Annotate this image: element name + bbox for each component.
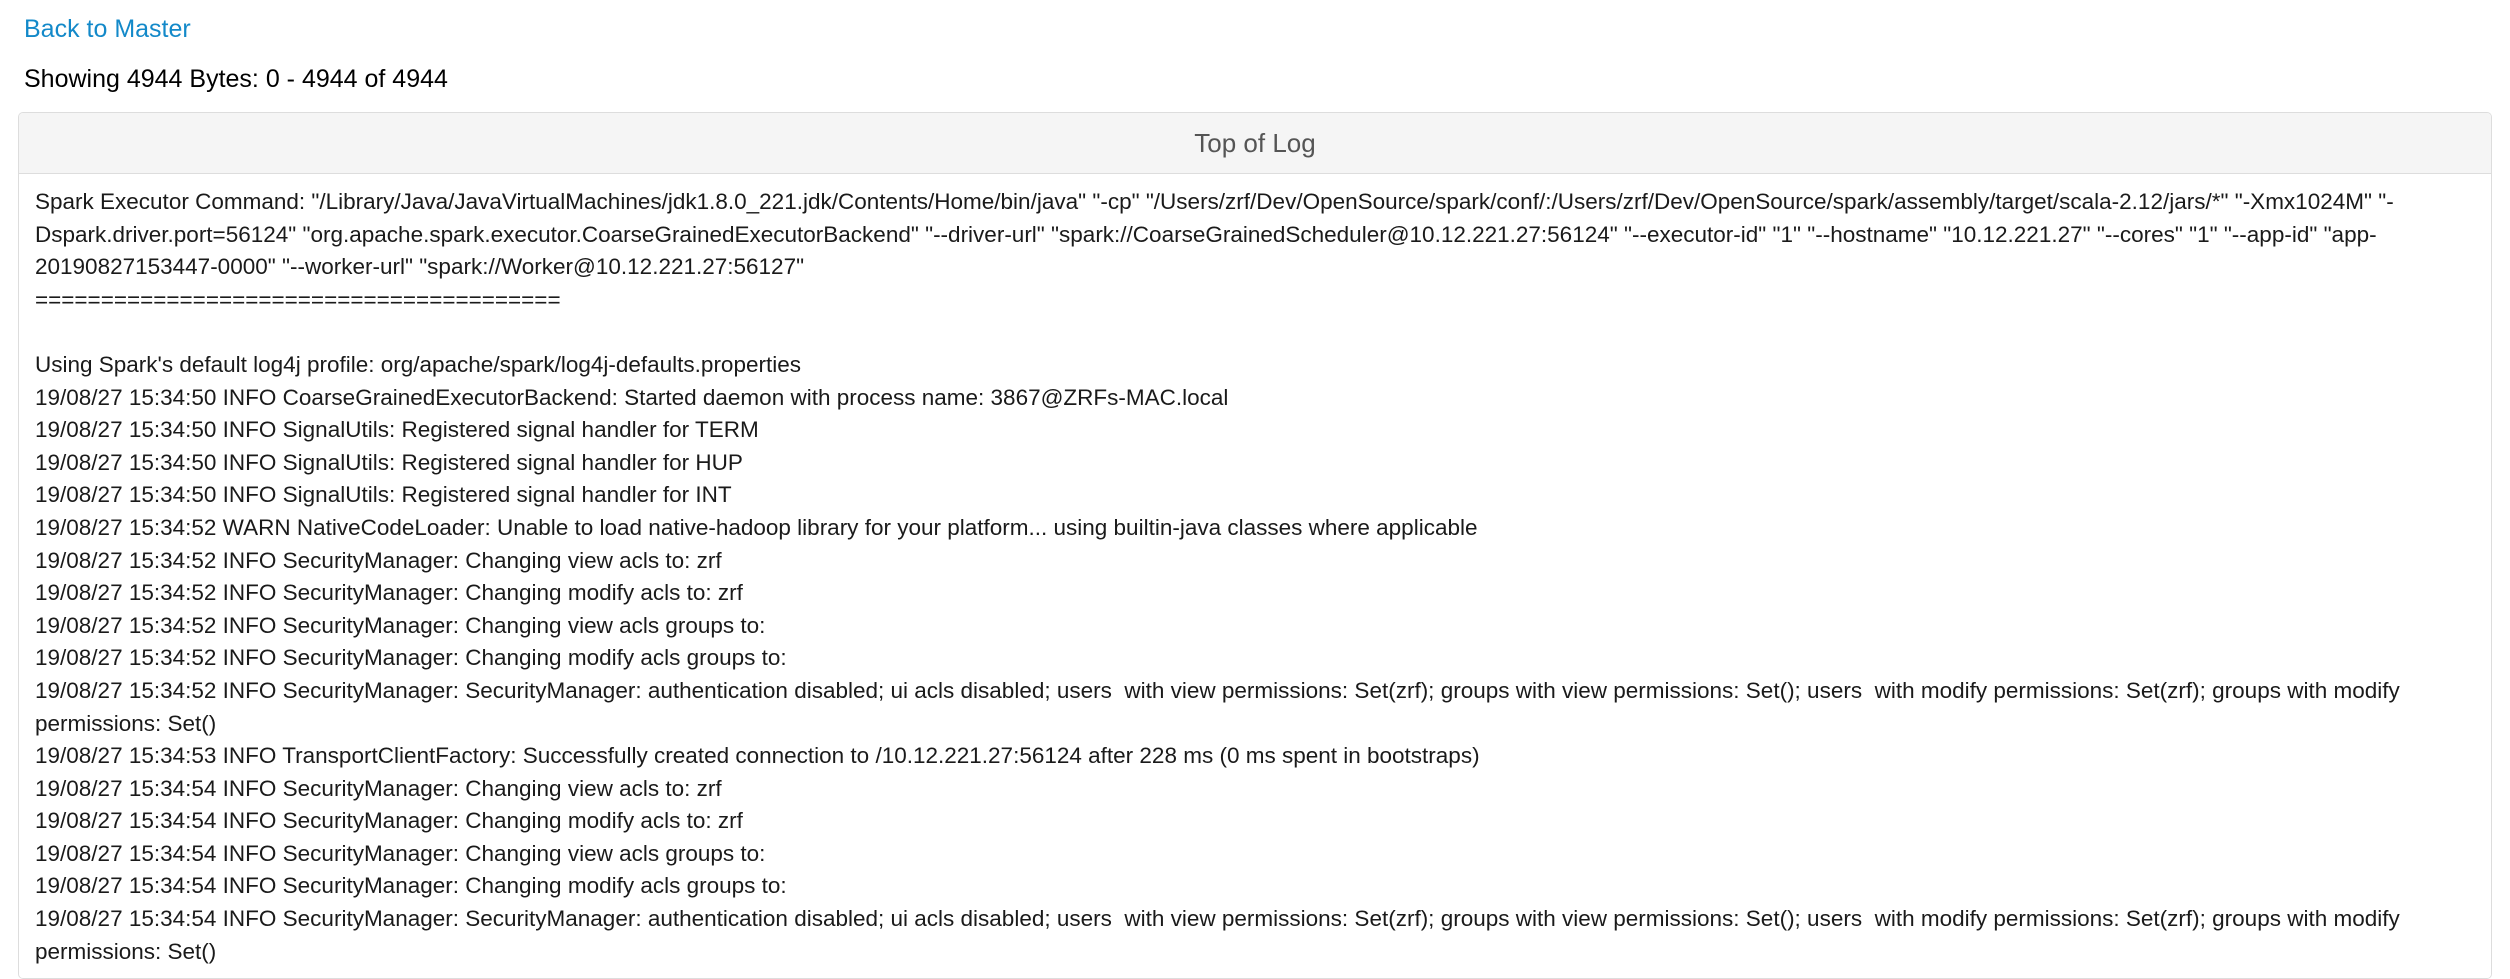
log-line: ======================================== — [35, 286, 561, 312]
log-line: 19/08/27 15:34:54 INFO SecurityManager: SecurityManager: authentication disabled; ui acls disabled; users with view permissions: Set(zrf); groups with view permissions: Set(); users with modify permissions: Set(zrf); groups with modify permissions: Set() — [35, 906, 2407, 964]
log-line: 19/08/27 15:34:52 INFO SecurityManager: Changing view acls groups to: — [35, 612, 766, 638]
log-line: 19/08/27 15:34:52 INFO SecurityManager: Changing view acls to: zrf — [35, 547, 722, 573]
showing-bytes-status: Showing 4944 Bytes: 0 - 4944 of 4944 — [24, 65, 448, 93]
back-to-master-link[interactable]: Back to Master — [24, 15, 191, 43]
log-line: 19/08/27 15:34:52 INFO SecurityManager: Changing modify acls groups to: — [35, 645, 787, 671]
log-line: 19/08/27 15:34:50 INFO CoarseGrainedExecutorBackend: Started daemon with process name: 3867@ZRFs-MAC.local — [35, 384, 1229, 410]
log-line: 19/08/27 15:34:50 INFO SignalUtils: Registered signal handler for HUP — [35, 449, 743, 475]
log-line: 19/08/27 15:34:54 INFO SecurityManager: Changing view acls to: zrf — [35, 775, 722, 801]
log-line: 19/08/27 15:34:52 INFO SecurityManager: Changing modify acls to: zrf — [35, 580, 743, 606]
log-panel — [18, 112, 2492, 979]
log-line: 19/08/27 15:34:54 INFO SecurityManager: Changing modify acls groups to: — [35, 873, 787, 899]
top-of-log-button[interactable]: Top of Log — [19, 113, 2491, 174]
log-line — [35, 316, 2475, 349]
log-line: 19/08/27 15:34:53 INFO TransportClientFactory: Successfully created connection to /10.12.221.27:56124 after 228 ms (0 ms spent in bootstraps) — [35, 743, 1480, 769]
log-line: 19/08/27 15:34:54 INFO SecurityManager: Changing view acls groups to: — [35, 840, 766, 866]
log-line: Spark Executor Command: "/Library/Java/JavaVirtualMachines/jdk1.8.0_221.jdk/Contents/Home/bin/java" "-cp" "/Users/zrf/Dev/OpenSource/spark/conf/:/Users/zrf/Dev/OpenSource/spark/assembly/target/scala-2.12/jars/*" "-Xmx1024M" "-Dspark.driver.port=56124" "org.apache.spark.executor.CoarseGrainedExecutorBackend" "--driver-url" "spark://CoarseGrainedScheduler@10.12.221.27:56124" "--executor-id" "1" "--hostname" "10.12.221.27" "--cores" "1" "--app-id" "app-20190827153447-0000" "--worker-url" "spark://Worker@10.12.221.27:56127" — [35, 189, 2394, 280]
log-line: Using Spark's default log4j profile: org/apache/spark/log4j-defaults.properties — [35, 351, 801, 377]
log-line: 19/08/27 15:34:54 INFO SecurityManager: Changing modify acls to: zrf — [35, 808, 743, 834]
log-line: 19/08/27 15:34:52 WARN NativeCodeLoader: Unable to load native-hadoop library for your platform... using builtin-java classes where applicable — [35, 514, 1478, 540]
log-line: 19/08/27 15:34:50 INFO SignalUtils: Registered signal handler for TERM — [35, 417, 759, 443]
log-line: 19/08/27 15:34:52 INFO SecurityManager: SecurityManager: authentication disabled; ui acls disabled; users with view permissions: Set(zrf); groups with view permissions: Set(); users with modify permissions: Set(zrf); groups with modify permissions: Set() — [35, 677, 2407, 736]
log-line: 19/08/27 15:34:50 INFO SignalUtils: Registered signal handler for INT — [35, 482, 732, 508]
log-content[interactable] — [19, 174, 2491, 978]
